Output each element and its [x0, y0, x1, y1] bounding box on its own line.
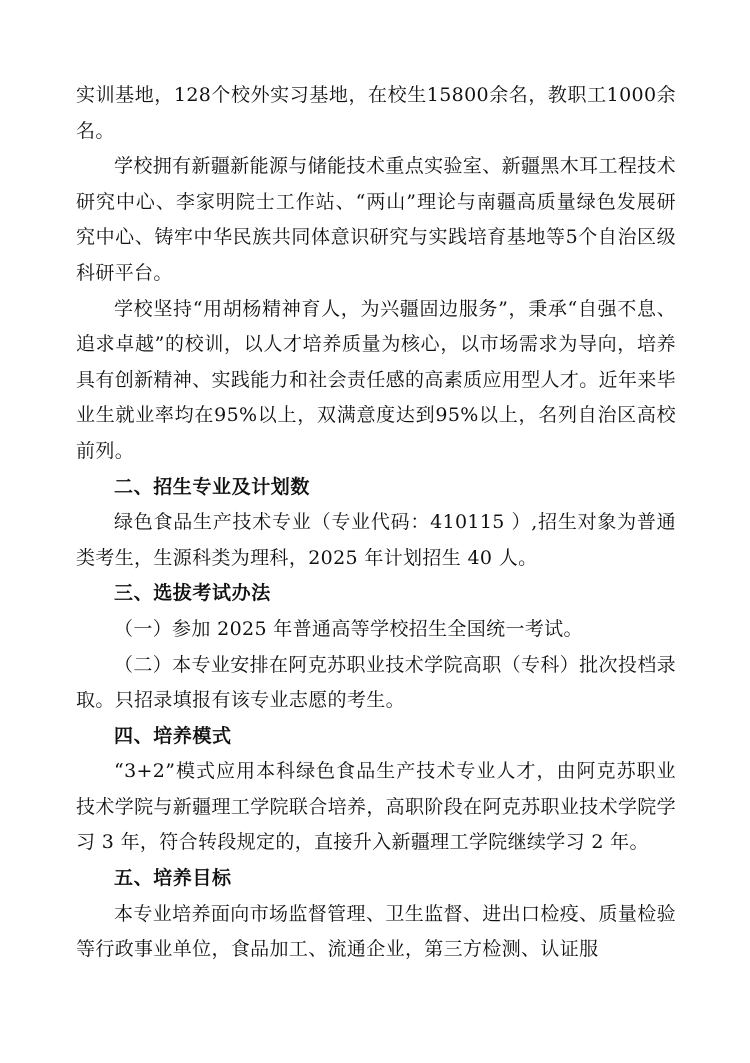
paragraph-training-mode: “3+2”模式应用本科绿色食品生产技术专业人才，由阿克苏职业技术学院与新疆理工学院联合培养，高职阶段在阿克苏职业技术学院学习 3 年，符合转段规定的，直接升入新疆理工学院继续学习 2 年。 — [76, 760, 676, 854]
section-heading-training-mode: 四、培养模式 — [114, 724, 232, 747]
section-heading-selection-exam: 三、选拔考试办法 — [114, 582, 271, 605]
paragraph-exam-item-2: （二）本专业安排在阿克苏职业技术学院高职（专科）批次投档录取。只招录填报有该专业志愿的考生。 — [76, 653, 676, 712]
paragraph-school-motto: 学校坚持“用胡杨精神育人，为兴疆固边服务”，秉承“自强不息、追求卓越”的校训，以人才培养质量为核心，以市场需求为导向，培养具有创新精神、实践能力和社会责任感的高素质应用型人才。近年来毕业生就业率均在95%以上，双满意度达到95%以上，名列自治区高校前列。 — [76, 297, 676, 462]
paragraph-research-platforms: 学校拥有新疆新能源与储能技术重点实验室、新疆黑木耳工程技术研究中心、李家明院士工作站、“两山”理论与南疆高质量绿色发展研究中心、铸牢中华民族共同体意识研究与实践培育基地等5个自治区级科研平台。 — [76, 155, 676, 284]
paragraph-school-scale: 实训基地，128个校外实习基地，在校生15800余名，教职工1000余名。 — [76, 84, 676, 142]
paragraph-enrollment-plan: 绿色食品生产技术专业（专业代码：410115 ）,招生对象为普通类考生，生源科类为理科，2025 年计划招生 40 人。 — [76, 511, 676, 569]
section-heading-enrollment-plan: 二、招生专业及计划数 — [114, 475, 311, 498]
paragraph-training-goals: 本专业培养面向市场监督管理、卫生监督、进出口检疫、质量检验等行政事业单位，食品加工、流通企业，第三方检测、认证服 — [76, 902, 676, 961]
section-heading-training-goals: 五、培养目标 — [114, 867, 232, 890]
document-body — [76, 78, 676, 968]
paragraph-exam-item-1: （一）参加 2025 年普通高等学校招生全国统一考试。 — [114, 617, 583, 640]
